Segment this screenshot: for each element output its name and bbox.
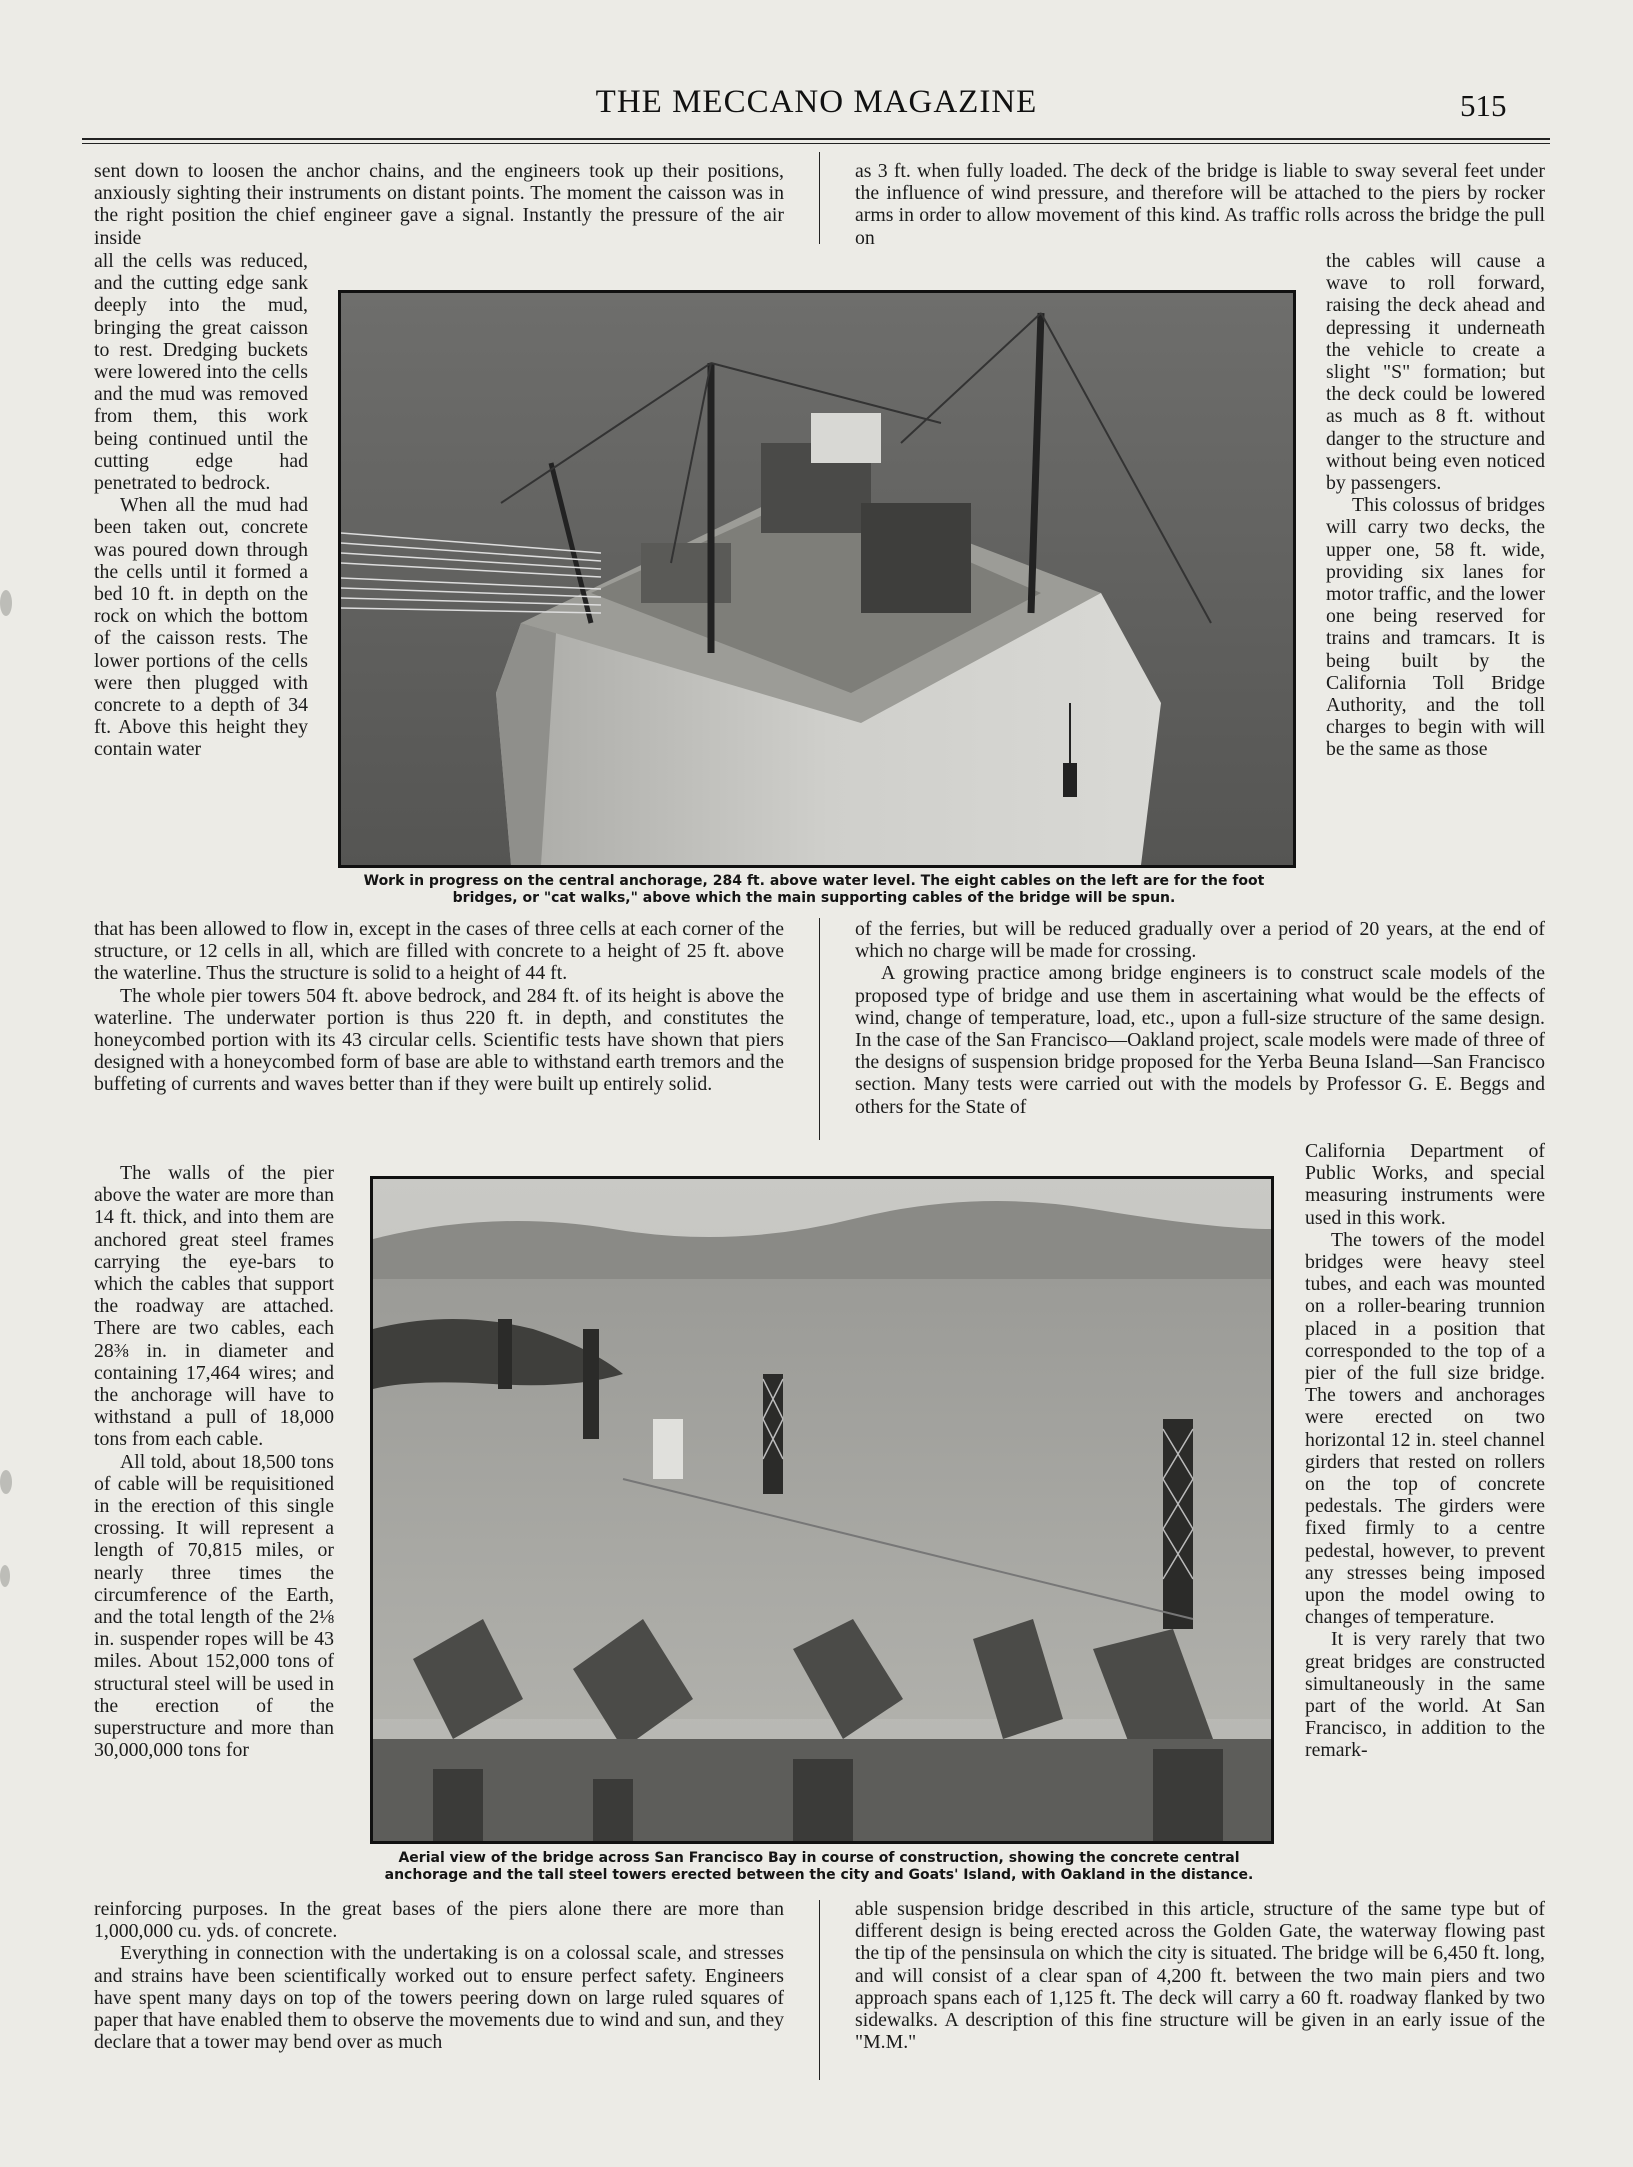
column1-wrap-text: all the cells was reduced, and the cutting edge sank deeply into the mud, bringing the great caisson to rest. Dredging buckets were lowered into the cells and the mud was removed from them, this work being continued until the cutting edge had penetrated to bedrock. When all the mud had been taken out, concrete was poured down through the cells until it formed a bed 10 ft. in depth on the rock on which the bottom of the caisson rests. The lower portions of the cells were then plugged with concrete to a depth of 34 ft. Above this height they contain water bbox=[94, 250, 308, 761]
column1-mid-text: that has been allowed to flow in, except in the cases of three cells at each corner of the structure, or 12 cells in all, which are filled with concrete to a height of 25 ft. above the waterline. Thus the structure is solid to a height of 44 ft. The whole pier towers 504 ft. above bedrock, and 284 ft. of its height is above the waterline. The underwater portion is thus 220 ft. in depth, and constitutes the honeycombed portion with its 43 circular cells. Scientific tests have shown that piers designed with a honeycombed form of base are able to withstand earth tremors and the buffeting of currents and waves better than if they were built up entirely solid. bbox=[94, 918, 784, 1096]
aerial-photo bbox=[370, 1176, 1274, 1844]
aerial-photo-caption: Aerial view of the bridge across San Francisco Bay in course of construction, showing the concrete central anchorage and the tall steel towers erected between the city and Goats' Island, with Oakland in the distance. bbox=[384, 1850, 1254, 1883]
column1-top-text: sent down to loosen the anchor chains, and the engineers took up their positions, anxiously sighting their instruments on distant points. The moment the caisson was in the right position the chief engineer gave a signal. Instantly the pressure of the air inside bbox=[94, 160, 784, 249]
column1-bottom-text: reinforcing purposes. In the great bases of the piers alone there are more than 1,000,000 cu. yds. of concrete. Everything in connection with the undertaking is on a colossal scale, and stresses and strains have been scientifically worked out to ensure perfect safety. Engineers have spent many days on top of the towers peering down on large ruled squares of paper that have enabled them to observe the movements due to wind and sun, and they declare that a tower may bend over as much bbox=[94, 1898, 784, 2054]
anchorage-illustration bbox=[341, 293, 1293, 865]
column-divider bbox=[819, 152, 820, 244]
binding-mark bbox=[0, 590, 12, 616]
column-divider bbox=[819, 1900, 820, 2080]
anchorage-photo-caption: Work in progress on the central anchorage, 284 ft. above water level. The eight cables on the left are for the foot bridges, or "cat walks," above which the main supporting cables of the bridge will be spun. bbox=[363, 873, 1265, 906]
magazine-title: THE MECCANO MAGAZINE bbox=[595, 84, 1038, 120]
header-rule bbox=[82, 138, 1550, 140]
column2-wrap-text: the cables will cause a wave to roll forward, raising the deck ahead and depressing it underneath the vehicle to create a slight "S" formation; but the deck could be lowered as much as 8 ft. without danger to the structure and without being even noticed by passengers. This colossus of bridges will carry two decks, the upper one, 58 ft. wide, providing six lanes for motor traffic, and the lower one being reserved for trains and tramcars. It is being built by the California Toll Bridge Authority, and the toll charges to begin with will be the same as those bbox=[1326, 250, 1545, 761]
column1-wrap-text-2: The walls of the pier above the water are more than 14 ft. thick, and into them are anchored great steel frames carrying the eye-bars to which the cables that support the roadway are attached. There are two cables, each 28⅜ in. in diameter and containing 17,464 wires; and the anchorage will have to withstand a pull of 18,000 tons from each cable. All told, about 18,500 tons of cable will be requisitioned in the erection of this single crossing. It will represent a length of 70,815 miles, or nearly three times the circumference of the Earth, and the total length of the 2⅛ in. suspender ropes will be 43 miles. About 152,000 tons of structural steel will be used in the erection of the superstructure and more than 30,000,000 tons for bbox=[94, 1162, 334, 1762]
column2-top-text: as 3 ft. when fully loaded. The deck of the bridge is liable to sway several feet under the influence of wind pressure, and therefore will be attached to the piers by rocker arms in order to allow movement of this kind. As traffic rolls across the bridge the pull on bbox=[855, 160, 1545, 249]
binding-mark bbox=[0, 1470, 12, 1494]
column2-bottom-text: able suspension bridge described in this article, structure of the same type but of different design is being erected across the Golden Gate, the waterway flowing past the tip of the pensinsula on which the city is situated. The bridge will be 6,450 ft. long, and will consist of a clear span of 4,200 ft. between the two main piers and two approach spans each of 1,125 ft. The deck will carry a 60 ft. roadway flanked by two sidewalks. A description of this fine structure will be given in an early issue of the "M.M." bbox=[855, 1898, 1545, 2054]
page-number: 515 bbox=[1460, 88, 1507, 123]
column-divider bbox=[819, 918, 820, 1140]
header-rule-thin bbox=[82, 143, 1550, 144]
column2-mid-text: of the ferries, but will be reduced gradually over a period of 20 years, at the end of which no charge will be made for crossing. A growing practice among bridge engineers is to construct scale models of the proposed type of bridge and use them in ascertaining what would be the effects of wind, change of temperature, load, etc., upon a full-size structure of the same design. In the case of the San Francisco—Oakland project, scale models were made of three of the designs of suspension bridge proposed for the Yerba Beuna Island—San Francisco section. Many tests were carried out with the models by Professor G. E. Beggs and others for the State of bbox=[855, 918, 1545, 1118]
column2-wrap-text-2: California Department of Public Works, and special measuring instruments were used in this work. The towers of the model bridges were heavy steel tubes, and each was mounted on a roller-bearing trunnion placed in a position that corresponded to the top of a pier of the full size bridge. The towers and anchorages were erected on two horizontal 12 in. steel channel girders that rested on rollers on the top of concrete pedestals. The girders were fixed firmly to a centre pedestal, however, to prevent any stresses being imposed upon the model owing to changes of temperature. It is very rarely that two great bridges are constructed simultaneously in the same part of the world. At San Francisco, in addition to the remark- bbox=[1305, 1140, 1545, 1762]
binding-mark bbox=[0, 1565, 10, 1587]
anchorage-photo bbox=[338, 290, 1296, 868]
aerial-illustration bbox=[373, 1179, 1271, 1841]
